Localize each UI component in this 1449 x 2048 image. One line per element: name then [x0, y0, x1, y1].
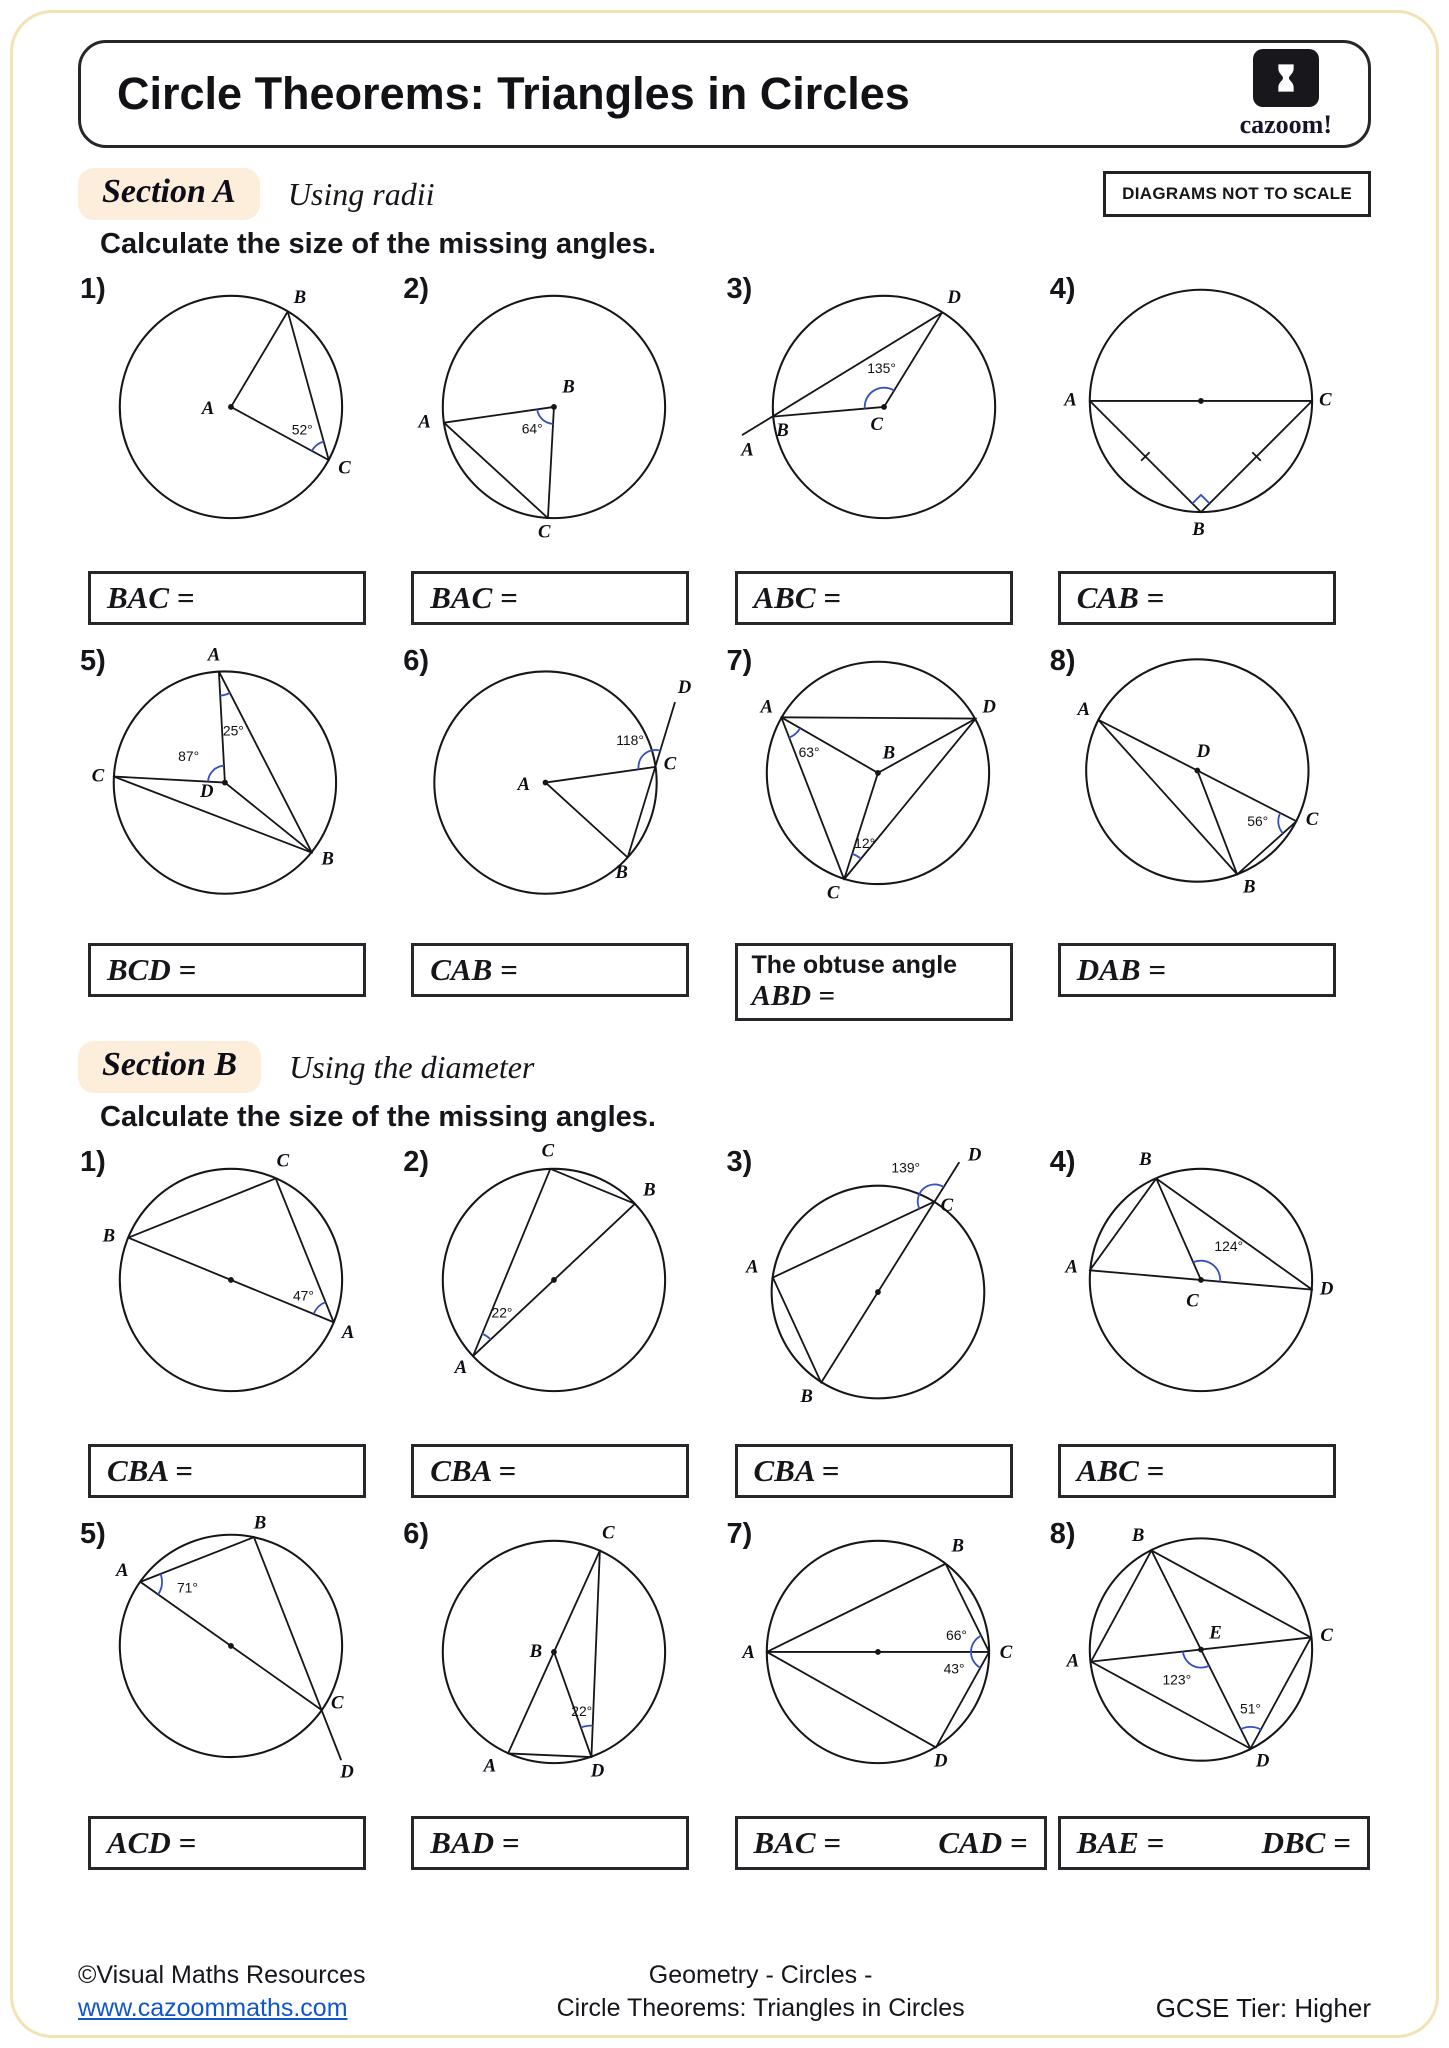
svg-text:118°: 118°: [616, 732, 645, 749]
problem-a7: [725, 635, 1048, 935]
svg-text:B: B: [1242, 876, 1256, 898]
section-a-label: Section A: [78, 168, 260, 220]
answer-box-b1[interactable]: [88, 1444, 366, 1498]
problem-number: 5): [80, 1518, 106, 1550]
svg-text:A: A: [745, 1256, 759, 1278]
svg-text:B: B: [253, 1512, 267, 1534]
problem-b3: [725, 1136, 1048, 1436]
svg-text:C: C: [1186, 1290, 1199, 1312]
answer-label: BAD =: [430, 1825, 520, 1860]
answer-label: CAB =: [1076, 580, 1165, 615]
page-footer: [78, 1959, 1371, 2024]
circle-diagram-a3: [739, 263, 1029, 563]
svg-text:D: D: [981, 696, 996, 718]
svg-text:A: A: [517, 773, 531, 795]
svg-text:22°: 22°: [491, 1304, 513, 1321]
svg-text:B: B: [102, 1225, 116, 1247]
answer-label: BAC =: [430, 580, 518, 615]
answer-label: DBC =: [1261, 1825, 1351, 1860]
svg-text:C: C: [999, 1642, 1012, 1663]
svg-text:D: D: [933, 1750, 948, 1772]
problem-b7: [725, 1508, 1048, 1808]
svg-text:B: B: [562, 376, 575, 398]
svg-text:C: C: [870, 413, 883, 435]
circle-diagram-b4: [1062, 1136, 1352, 1436]
svg-text:71°: 71°: [176, 1579, 198, 1596]
svg-text:C: C: [338, 457, 351, 479]
svg-text:A: A: [115, 1559, 129, 1581]
svg-text:12°: 12°: [853, 834, 875, 851]
svg-text:A: A: [341, 1321, 355, 1343]
answer-box-b8[interactable]: [1058, 1816, 1370, 1870]
answer-box-b4[interactable]: [1058, 1444, 1336, 1498]
title-box: [78, 40, 1371, 148]
section-a-subtitle: Using radii: [287, 175, 435, 212]
svg-text:66°: 66°: [945, 1626, 967, 1643]
problem-number: 1): [80, 1146, 106, 1178]
problem-number: 6): [403, 1518, 430, 1550]
svg-text:A: A: [1077, 698, 1090, 720]
answer-label: BAC =: [753, 1825, 841, 1860]
svg-text:B: B: [799, 1386, 813, 1407]
section-b-row-2: [78, 1508, 1371, 1808]
footer-topic-line1: Geometry - Circles -: [648, 1961, 873, 1989]
section-a-row-2: [78, 635, 1371, 935]
section-b-instruction: Calculate the size of the missing angles.: [100, 1101, 656, 1133]
svg-text:47°: 47°: [292, 1287, 314, 1304]
problem-b4: [1048, 1136, 1371, 1436]
svg-text:C: C: [1305, 808, 1319, 830]
answer-label: BAC =: [107, 580, 195, 615]
svg-text:B: B: [529, 1640, 543, 1662]
section-b-label: Section B: [78, 1041, 261, 1093]
brand-text: cazoom!: [1239, 109, 1332, 139]
answer-label: ABC =: [753, 580, 841, 615]
answer-box-b3[interactable]: [735, 1444, 1013, 1498]
section-b-row-1: [78, 1136, 1371, 1436]
answer-label: ABC =: [1076, 1453, 1165, 1488]
problem-number: 8): [1049, 645, 1076, 677]
svg-text:C: C: [663, 753, 677, 775]
problem-b8: [1048, 1508, 1371, 1808]
circle-diagram-a2: [415, 263, 705, 563]
svg-text:C: C: [541, 1140, 555, 1162]
svg-text:C: C: [1320, 1625, 1333, 1647]
svg-text:A: A: [760, 696, 773, 718]
svg-text:25°: 25°: [222, 722, 244, 739]
answer-label: CBA =: [753, 1453, 840, 1488]
svg-text:A: A: [1066, 1650, 1079, 1672]
section-b-header: [78, 1041, 1371, 1093]
circle-diagram-a1: [92, 263, 382, 563]
answer-box-a6[interactable]: [411, 943, 689, 997]
svg-text:C: C: [538, 521, 551, 543]
svg-text:B: B: [1138, 1149, 1152, 1171]
problem-number: 4): [1049, 273, 1076, 305]
circle-diagram-a8: [1062, 635, 1352, 935]
section-a-instruction: Calculate the size of the missing angles.: [100, 228, 656, 260]
answer-box-a2[interactable]: [411, 571, 689, 625]
answer-box-a5[interactable]: [88, 943, 366, 997]
section-a-answers-2: [78, 943, 1371, 1021]
circle-diagram-b1: [92, 1136, 382, 1436]
problem-number: 3): [726, 273, 753, 305]
svg-text:C: C: [331, 1692, 344, 1714]
problem-number: 7): [726, 1518, 753, 1550]
svg-text:D: D: [340, 1761, 354, 1783]
circle-diagram-a7: [739, 635, 1029, 935]
answer-label: ABD =: [751, 980, 835, 1012]
problem-number: 6): [403, 645, 430, 677]
problem-a8: [1048, 635, 1371, 935]
svg-text:D: D: [1196, 741, 1210, 763]
svg-text:64°: 64°: [521, 420, 543, 437]
svg-text:A: A: [207, 644, 221, 666]
svg-text:D: D: [590, 1760, 605, 1782]
problem-a6: [401, 635, 724, 935]
svg-text:B: B: [615, 862, 629, 884]
svg-text:A: A: [201, 398, 215, 420]
svg-text:C: C: [826, 882, 839, 904]
problem-b1: [78, 1136, 401, 1436]
hourglass-icon: [1253, 49, 1319, 107]
copyright-text: ©Visual Maths Resources: [78, 1961, 366, 1989]
answer-box-b6[interactable]: [411, 1816, 689, 1870]
svg-text:D: D: [1319, 1278, 1334, 1300]
answer-label: BAE =: [1076, 1825, 1165, 1860]
problem-number: 2): [403, 273, 430, 305]
svg-text:123°: 123°: [1162, 1671, 1191, 1688]
svg-text:B: B: [1192, 519, 1205, 541]
answer-box-b2[interactable]: [411, 1444, 689, 1498]
section-b-subtitle: Using the diameter: [289, 1048, 535, 1085]
section-a-row-1: [78, 263, 1371, 563]
circle-diagram-b5: [92, 1508, 382, 1808]
svg-text:A: A: [741, 1642, 755, 1663]
answer-label: BCD =: [107, 952, 197, 987]
answer-box-a4[interactable]: [1058, 571, 1336, 625]
svg-text:D: D: [677, 677, 692, 699]
circle-diagram-a6: [415, 635, 705, 935]
svg-text:B: B: [293, 287, 307, 309]
answer-label: DAB =: [1076, 952, 1166, 987]
problem-number: 8): [1049, 1518, 1076, 1550]
answer-label: CBA =: [107, 1453, 193, 1488]
circle-diagram-a4: [1062, 263, 1352, 563]
svg-text:A: A: [483, 1755, 497, 1777]
website-link[interactable]: www.cazoommaths.com: [78, 1993, 348, 2022]
section-b-answers-1: [78, 1444, 1371, 1498]
svg-text:B: B: [1131, 1524, 1145, 1546]
answer-label: CBA =: [430, 1453, 516, 1488]
answer-label: CAB =: [430, 952, 518, 987]
problem-a1: [78, 263, 401, 563]
svg-text:B: B: [950, 1535, 964, 1557]
svg-text:63°: 63°: [798, 744, 820, 761]
answer-box-b5[interactable]: [88, 1816, 366, 1870]
svg-text:A: A: [1065, 1256, 1078, 1278]
page-title: Circle Theorems: Triangles in Circles: [117, 68, 910, 119]
svg-text:B: B: [882, 742, 895, 764]
svg-text:D: D: [200, 781, 214, 803]
circle-diagram-b6: [415, 1508, 705, 1808]
svg-text:C: C: [92, 765, 105, 787]
problem-b2: [401, 1136, 724, 1436]
tier-label: GCSE Tier: Higher: [1155, 1993, 1371, 2023]
circle-diagram-b2: [415, 1136, 705, 1436]
problem-b6: [401, 1508, 724, 1808]
svg-text:B: B: [775, 419, 789, 441]
svg-text:139°: 139°: [890, 1159, 920, 1176]
section-a-answers-1: [78, 571, 1371, 625]
svg-text:52°: 52°: [291, 421, 313, 438]
svg-text:124°: 124°: [1214, 1237, 1243, 1254]
answer-box-a1[interactable]: [88, 571, 366, 625]
cazoom-logo: [1240, 49, 1332, 140]
problem-number: 3): [726, 1146, 753, 1178]
answer-box-b7[interactable]: [735, 1816, 1047, 1870]
svg-text:56°: 56°: [1247, 813, 1268, 830]
not-to-scale-note: DIAGRAMS NOT TO SCALE: [1103, 171, 1371, 217]
circle-diagram-b3: [739, 1136, 1029, 1436]
problem-a5: [78, 635, 401, 935]
answer-prefix: The obtuse angle: [751, 951, 958, 979]
section-b-answers-2: [78, 1816, 1371, 1870]
answer-box-a7[interactable]: [735, 943, 1013, 1021]
svg-text:C: C: [602, 1522, 615, 1544]
footer-topic-line2: Circle Theorems: Triangles in Circles: [556, 1993, 965, 2022]
svg-text:B: B: [643, 1179, 656, 1201]
svg-text:A: A: [740, 439, 754, 461]
circle-diagram-a5: [92, 635, 382, 935]
svg-text:A: A: [418, 411, 432, 433]
svg-text:A: A: [454, 1357, 468, 1378]
section-a-header: [78, 168, 1371, 220]
svg-text:A: A: [1063, 389, 1077, 411]
problem-a3: [725, 263, 1048, 563]
svg-text:C: C: [276, 1150, 290, 1172]
svg-text:51°: 51°: [1239, 1700, 1261, 1717]
problem-a2: [401, 263, 724, 563]
problem-a4: [1048, 263, 1371, 563]
problem-number: 4): [1049, 1146, 1076, 1178]
answer-box-a8[interactable]: [1058, 943, 1336, 997]
problem-number: 1): [80, 273, 106, 305]
svg-text:D: D: [967, 1144, 981, 1166]
problem-b5: [78, 1508, 401, 1808]
problem-number: 5): [80, 645, 106, 677]
answer-box-a3[interactable]: [735, 571, 1013, 625]
answer-label: CAD =: [938, 1825, 1028, 1860]
svg-text:135°: 135°: [866, 360, 896, 377]
circle-diagram-b7: [739, 1508, 1029, 1808]
svg-text:D: D: [1255, 1750, 1270, 1772]
svg-text:D: D: [946, 287, 961, 309]
svg-text:C: C: [940, 1195, 953, 1217]
svg-text:B: B: [321, 848, 334, 870]
svg-text:22°: 22°: [571, 1703, 593, 1719]
svg-text:43°: 43°: [943, 1660, 965, 1677]
svg-text:C: C: [1318, 389, 1332, 411]
svg-text:87°: 87°: [178, 747, 200, 764]
svg-text:E: E: [1208, 1622, 1222, 1644]
problem-number: 2): [403, 1146, 430, 1178]
problem-number: 7): [726, 645, 753, 677]
answer-label: ACD =: [107, 1825, 197, 1860]
circle-diagram-b8: [1062, 1508, 1352, 1808]
